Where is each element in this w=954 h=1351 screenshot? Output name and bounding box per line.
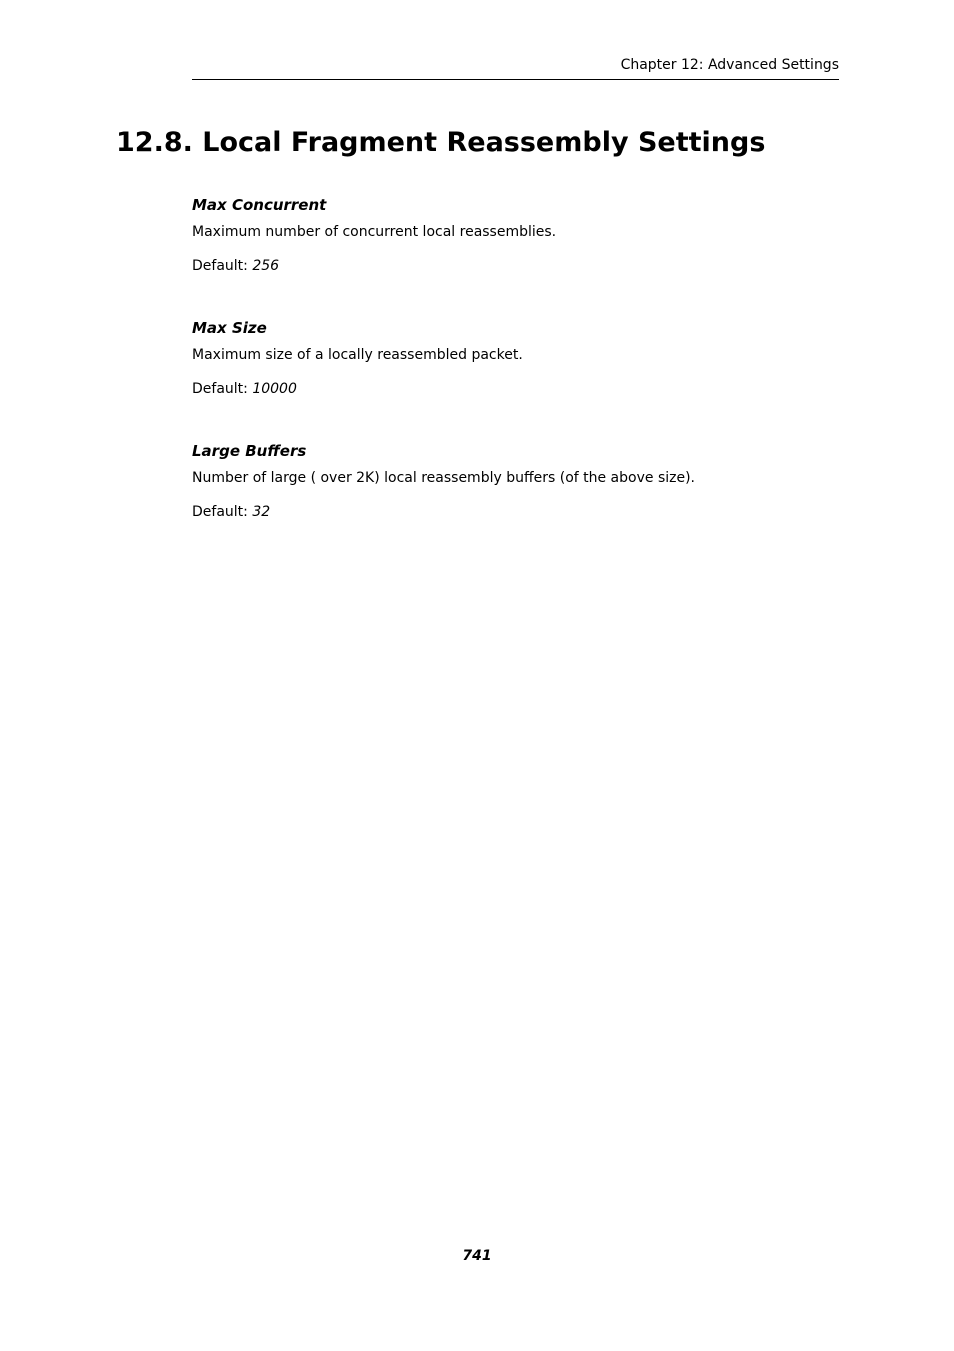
setting-description: Maximum size of a locally reassembled packet. [192, 347, 523, 363]
setting-name: Max Size [192, 319, 267, 337]
default-value: 10000 [252, 381, 297, 397]
setting-default [192, 256, 279, 276]
default-value: 256 [252, 258, 280, 274]
setting-default [192, 502, 270, 522]
default-label: Default: [192, 258, 248, 274]
setting-description: Number of large ( over 2K) local reassembly buffers (of the above size). [192, 470, 695, 486]
running-header [192, 54, 839, 80]
setting-large-buffers [192, 441, 832, 520]
page-number: 741 [462, 1248, 492, 1264]
default-value: 32 [252, 504, 271, 520]
default-label: Default: [192, 381, 248, 397]
setting-name: Large Buffers [192, 442, 307, 460]
setting-name: Max Concurrent [192, 196, 327, 214]
setting-description: Maximum number of concurrent local reassemblies. [192, 224, 557, 240]
chapter-title: Chapter 12: Advanced Settings [620, 57, 839, 73]
section-title: 12.8. Local Fragment Reassembly Settings [116, 127, 766, 158]
setting-max-concurrent [192, 195, 832, 274]
setting-default [192, 379, 297, 399]
default-label: Default: [192, 504, 248, 520]
setting-max-size [192, 318, 832, 397]
